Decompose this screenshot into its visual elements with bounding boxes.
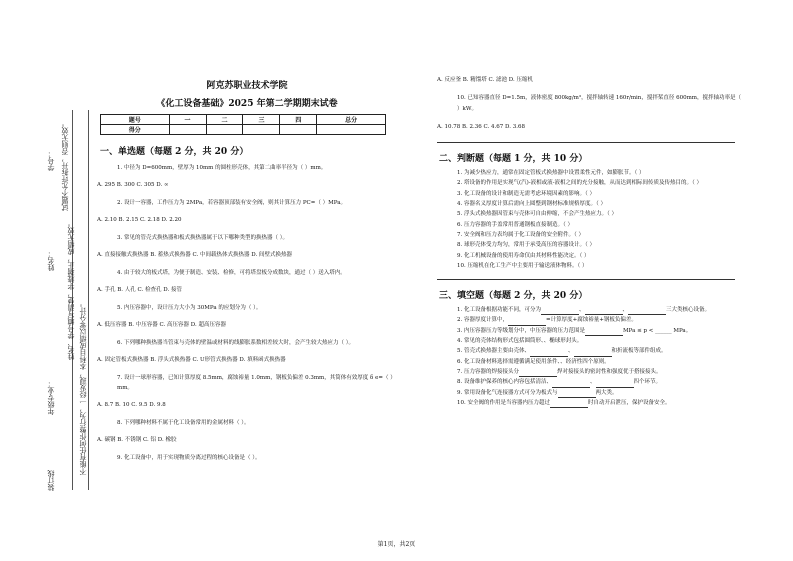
fill-item-7 [437, 367, 743, 377]
score-table [100, 114, 386, 135]
fill-item-text: MPa ≤ p < ______ MPa。 [623, 327, 692, 334]
score-cell: 三 [243, 115, 280, 125]
fill-item-4 [437, 336, 743, 346]
score-cell: 一 [169, 115, 206, 125]
fill-item-text: 9. 常用设备化气连接器方式可分为板式与 [457, 389, 558, 396]
score-input-cell[interactable] [280, 125, 317, 135]
fill-item-6 [437, 357, 743, 367]
question-4-options: A. 手孔 B. 人孔 C. 检查孔 D. 接管 [97, 287, 182, 293]
fill-item-text: 和折流板等部件组成。 [611, 348, 667, 355]
blank[interactable] [519, 370, 557, 377]
exam-title: 《化工设备基础》2025 年第二学期期末试卷 [156, 99, 338, 109]
score-input-cell[interactable] [206, 125, 243, 135]
question-2: 2. 设计一容器，工作压力为 2MPa，若容器顶部装有安全阀，则其计算压力 PC=（ ）MPa。 [117, 200, 346, 206]
blank[interactable] [508, 319, 546, 326]
blank[interactable] [628, 308, 666, 315]
judge-item-5: 5. 浮头式换热器因管束与壳体可自由伸缩，不会产生热应力。（ ） [457, 211, 617, 218]
score-cell: 得分 [101, 125, 170, 135]
fill-item-text: 焊对接接头的密封性和强度优于搭接接头。 [557, 368, 662, 375]
score-table-header-row [101, 115, 386, 125]
judge-item-8: 8. 球形壳体受力均匀，常用于承受高压的容器设计。（ ） [457, 242, 595, 249]
binding-notice-1: 试题不允许拆开，否则无效。 [61, 120, 69, 211]
question-1-options: A. 295 B. 300 C. 305 D. ∞ [97, 182, 169, 188]
blank[interactable] [585, 308, 623, 315]
judge-item-3: 3. 化工设备的设计和制造无需考虑环境因素的影响。（ ） [457, 190, 595, 197]
binding-student-id: 学号： [47, 150, 55, 171]
blank[interactable] [552, 381, 590, 388]
blank[interactable] [596, 381, 634, 388]
fill-item-text: 三大类核心设备。 [666, 307, 711, 314]
binding-grade-major: 年级专业： [47, 380, 55, 415]
blank[interactable] [541, 308, 579, 315]
judge-item-1: 1. 为减少热应力，通常在固定管板式换热器中设置柔性元件，如膨胀节。（ ） [457, 170, 645, 177]
question-10: 10. 已知容器直径 D=1.5m，液体密度 800kg/m³，搅拌轴转速 160r/min，搅拌桨直径 600mm，搅拌轴功率是（ ）kW。 [457, 95, 742, 112]
fill-item-text: 两大类。 [595, 389, 618, 396]
judge-item-6: 6. 压力容器的手盖常用普通钢板直接制造。（ ） [457, 221, 573, 228]
fill-item-text: 时自动开启泄压，保护设备安全。 [588, 399, 671, 406]
score-input-cell[interactable] [317, 125, 386, 135]
question-4: 4. 由于较大的板式塔，为便于制造、安装、检修，可将塔盘板分成数块，通过（ ）送入塔内。 [117, 270, 346, 276]
score-input-cell[interactable] [243, 125, 280, 135]
question-2-options: A. 2.10 B. 2.15 C. 2.18 D. 2.20 [97, 217, 182, 223]
question-5: 5. 内压容器中，设计压力大小为 30MPa 的应划分为（ ）。 [117, 305, 262, 311]
judge-item-10: 10. 压缩机在化工生产中主要用于输送液体物料。（ ） [457, 262, 588, 269]
fill-item-text: 7. 压力容器的焊接接头分 [457, 368, 519, 375]
section-divider [437, 142, 735, 143]
fill-item-text: 四个环节。 [633, 379, 662, 386]
fill-item-text: 2. 容器厚度计算中， [457, 317, 508, 324]
score-cell: 四 [280, 115, 317, 125]
blank[interactable] [585, 329, 623, 336]
judge-item-4: 4. 容器名义厚度计算后需向上圆整到钢材标准规格厚度。（ ） [457, 201, 606, 208]
question-6-options: A. 固定管板式换热器 B. 浮头式换热器 C. U形管式换热器 D. 填料函式换热器 [97, 357, 286, 363]
fill-item-text: 1. 化工设备根据功能不同，可分为 [457, 307, 541, 314]
blank[interactable] [558, 391, 596, 398]
score-input-cell[interactable] [169, 125, 206, 135]
question-1: 1. 中径为 D=600mm，壁厚为 10mm 的圆柱形壳体，其第二曲率半径为（ ）mm。 [117, 165, 327, 171]
question-8: 8. 下列哪种材料不属于化工设备常用的金属材料（ ）。 [117, 420, 250, 426]
section-3-title: 三、填空题（每题 2 分，共 20 分） [439, 291, 588, 302]
question-3: 3. 常见的管壳式换热器和板式换热器属于以下哪种类型的换热器（ ）。 [117, 235, 288, 241]
blank[interactable] [530, 350, 568, 357]
question-3-options: A. 直接接触式换热器 B. 蓄热式换热器 C. 中间载热体式换热器 D. 间壁式换热器 [97, 252, 292, 258]
fill-item-9 [437, 388, 743, 398]
score-table-score-row [101, 125, 386, 135]
fill-item-10 [437, 398, 743, 408]
question-9-options: A. 反应釜 B. 精馏塔 C. 滤池 D. 压缩机 [437, 77, 533, 83]
fill-item-text: 10. 安全阀的作用是当容器内压力超过 [457, 399, 550, 406]
section-2-title: 二、判断题（每题 1 分，共 10 分） [439, 154, 588, 165]
school-name: 阿克苏职业技术学院 [206, 81, 288, 91]
question-7-options: A. 8.7 B. 10 C. 9.5 D. 9.8 [97, 402, 166, 408]
binding-name: 姓名： [47, 250, 55, 271]
question-6: 6. 下列哪种换热器当管束与壳体的壁温或材料的线膨胀系数相差较大时，会产生较大热应力（ ）。 [117, 340, 354, 346]
fill-item-8: 8. 设备维护保养的核心内容包括清洁、 、 四个环节。 [437, 377, 743, 387]
fill-item-text: 6. 化工设备材料选择需遵循满足使用条件、、经济性四个原则。 [457, 358, 610, 365]
fill-item-5: 5. 管壳式换热器主要由壳体、 、 和折流板等部件组成。 [437, 346, 743, 356]
question-9: 9. 化工设备中，用于实现物质分离过程的核心设备是（ ）。 [117, 455, 261, 461]
blank[interactable] [550, 401, 588, 408]
right-column [437, 75, 743, 408]
binding-line-label: 装订线 [47, 470, 55, 491]
question-5-options: A. 低压容器 B. 中压容器 C. 高压容器 D. 超高压容器 [97, 322, 226, 328]
fill-item-text: 5. 管壳式换热器主要由壳体、 [457, 348, 530, 355]
fill-item-3 [437, 326, 743, 336]
fill-item-1: 1. 化工设备根据功能不同，可分为 、 、 三大类核心设备。 [437, 305, 743, 315]
section-1-title: 一、单选题（每题 2 分，共 20 分） [100, 147, 249, 157]
question-10-options: A. 10.78 B. 2.36 C. 4.67 D. 3.68 [437, 123, 525, 130]
fill-item-text: 3. 内压容器压力等级划分中，中压容器的压力范围是 [457, 327, 585, 334]
fill-item-text: 4. 常见的壳体结构形式包括圆筒形、、椭球形封头。 [457, 338, 583, 345]
fill-item-2 [437, 315, 743, 325]
binding-notice-3: 不能有任何作弊行为，一经发现，本科目成绩以零分计。 [79, 300, 87, 475]
judge-item-9: 9. 化工机械设备的使用寿命仅由其材料性能决定。（ ） [457, 252, 590, 259]
left-column [97, 78, 397, 471]
question-8-options: A. 碳钢 B. 不锈钢 C. 铝 D. 橡胶 [97, 437, 177, 443]
fill-item-text: 8. 设备维护保养的核心内容包括清洁、 [457, 379, 552, 386]
page-footer: 第1页，共2页 [377, 541, 416, 548]
score-cell: 题号 [101, 115, 170, 125]
judge-item-2: 2. 塔设备的作用是实现气(汽)-液相或液-液相之间的充分接触，从而达到相际间传质及传热目的。（ ） [457, 180, 703, 187]
score-cell: 总分 [317, 115, 386, 125]
fill-item-text: =计算厚度+腐蚀裕量+钢板负偏差。 [546, 317, 637, 324]
blank[interactable] [574, 350, 612, 357]
binding-line-inner [88, 110, 89, 490]
judge-item-7: 7. 安全阀和压力表均属于化工设备的安全附件。（ ） [457, 231, 584, 238]
binding-notice-2: 姓名、学号填写清楚，字迹端正，成绩无效。 [67, 220, 75, 360]
question-7: 7. 设计一球形容器，已知计算厚度 8.5mm，腐蚀裕量 1.0mm，钢板负偏差 0.3mm，其筒体有效厚度 δ e=（ ）mm。 [117, 375, 396, 391]
score-cell: 二 [206, 115, 243, 125]
section-divider [437, 279, 735, 280]
